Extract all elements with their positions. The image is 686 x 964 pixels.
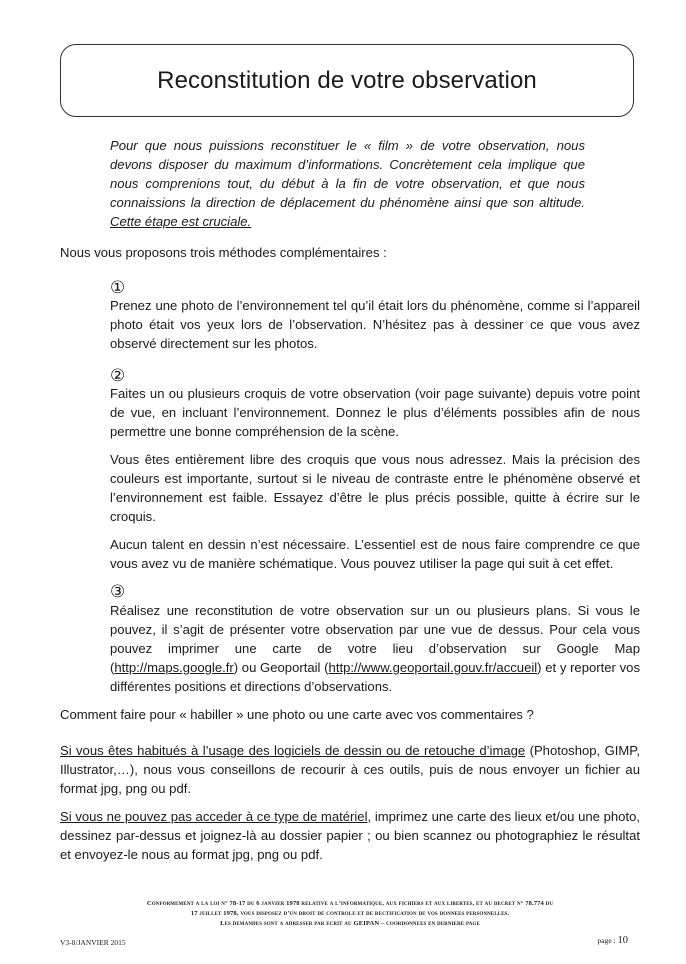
intro-emphasis: Cette étape est cruciale. bbox=[110, 214, 252, 229]
method3-text bbox=[110, 601, 640, 696]
google-maps-link[interactable]: http://maps.google.fr bbox=[114, 660, 234, 675]
method3-text-middle: ) ou Geoportail ( bbox=[233, 660, 329, 675]
page-title: Reconstitution de votre observation bbox=[157, 66, 537, 94]
intro-paragraph bbox=[110, 136, 585, 231]
answer2 bbox=[60, 807, 640, 864]
answer1-rest: (Photoshop, GIMP, Illustrator,…), nous vous conseillons de recourir à ces outils, puis de nous envoyer un fichier au format jpg, png ou pdf. bbox=[60, 743, 640, 796]
method1-text: Prenez une photo de l’environnement tel qu’il était lors du phénomène, comme si l’appareil photo était vos yeux lors de l’observation. N’hésitez pas à dessiner ce que vous avez observé directement sur les photos. bbox=[110, 298, 640, 351]
answer1 bbox=[60, 741, 640, 798]
geoportail-link[interactable]: http://www.geoportail.gouv.fr/accueil bbox=[328, 660, 538, 675]
legal-notice bbox=[60, 899, 640, 929]
page-number: 10 bbox=[617, 935, 628, 946]
page-label: page : bbox=[597, 936, 618, 945]
method2-text2: Vous êtes entièrement libre des croquis que vous nous adressez. Mais la précision des couleurs est importante, surtout si le niveau de contraste entre le phénomène observé et l’environnement est faible. Essayez d’être le plus précis possible, quitte à écrire sur le croquis. bbox=[110, 452, 640, 524]
method3-text-after: ) et y reporter vos différentes positions et directions d’observations. bbox=[110, 660, 640, 694]
intro-text: Pour que nous puissions reconstituer le « film » de votre observation, nous devons disposer du maximum d’informations. Concrètement cela implique que nous comprenions tout, du début à la fin de votre observation, et que nous connaissions la direction de déplacement du phénomène ainsi que son altitude. bbox=[110, 138, 585, 210]
version-label: V3-8/JANVIER 2015 bbox=[60, 938, 126, 947]
method2-number: ② bbox=[110, 366, 126, 385]
method2-text3: Aucun talent en dessin n’est nécessaire. L’essentiel est de nous faire comprendre ce que vous avez vu de manière schématique. Vous pouvez utiliser la page qui suit à cet effet. bbox=[110, 537, 640, 571]
method1-number: ① bbox=[110, 278, 126, 297]
legal-line-1: Conformement a la loi n° 78-17 du 6 janvier 1978 relative a l’informatique, aux fichiers et aux libertes, et au decret n° 78.774 du bbox=[146, 900, 554, 907]
legal-line-3: Les demandes sont a adresser par ecrit au GEIPAN – coordonnees en derniere page bbox=[220, 920, 480, 927]
question: Comment faire pour « habiller » une photo ou une carte avec vos commentaires ? bbox=[60, 707, 534, 722]
method3-text-before: Réalisez une reconstitution de votre observation sur un ou plusieurs plans. Si vous le pouvez, il s’agit de présenter votre observation par une vue de dessus. Pour cela vous pouvez imprimer une carte de votre lieu d’observation sur Google Map ( bbox=[110, 603, 640, 675]
answer1-underlined: Si vous êtes habitués à l’usage des logiciels de dessin ou de retouche d’image bbox=[60, 743, 526, 758]
answer2-underlined: Si vous ne pouvez pas acceder à ce type de matériel bbox=[60, 809, 368, 824]
answer2-rest: , imprimez une carte des lieux et/ou une photo, dessinez par-dessus et joignez-là au dossier papier ; ou bien scannez ou photographiez le résultat et envoyez-le nous au format jpg, png ou pdf. bbox=[60, 809, 641, 862]
title-box bbox=[60, 44, 634, 117]
method3-number: ③ bbox=[110, 582, 126, 601]
legal-line-2: 17 juillet 1978, vous disposez d’un droit de controle et de rectification de vos donnees personnelles. bbox=[190, 910, 510, 917]
method2-text: Faites un ou plusieurs croquis de votre observation (voir page suivante) depuis votre point de vue, en incluant l’environnement. Donnez le plus d’éléments possibles afin de nous permettre une bonne compréhension de la scène. bbox=[110, 386, 640, 439]
page-number-label bbox=[598, 935, 629, 946]
methods-intro: Nous vous proposons trois méthodes complémentaires : bbox=[60, 245, 387, 260]
